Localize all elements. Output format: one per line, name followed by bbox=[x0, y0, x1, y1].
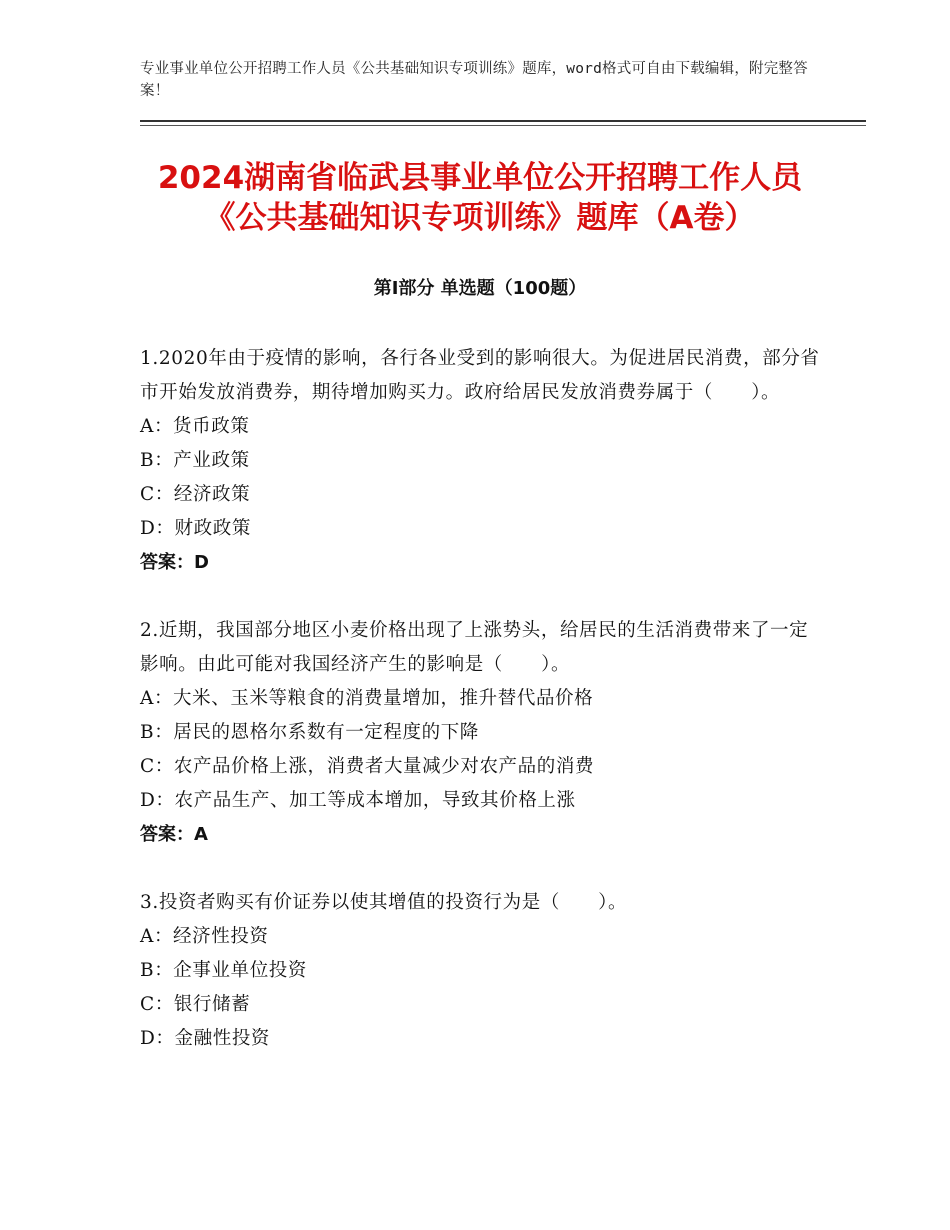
section-heading: 第Ⅰ部分 单选题（100题） bbox=[373, 278, 587, 299]
question-stem: 2.近期，我国部分地区小麦价格出现了上涨势头，给居民的生活消费带来了一定影响。由此可能对我国经济产生的影响是（ ）。 bbox=[140, 620, 809, 675]
option-c: C：农产品价格上涨，消费者大量减少对农产品的消费 bbox=[140, 756, 595, 777]
question-stem: 3.投资者购买有价证券以使其增值的投资行为是（ ）。 bbox=[140, 892, 628, 913]
question-item bbox=[140, 886, 820, 1056]
option-a: A：大米、玉米等粮食的消费量增加，推升替代品价格 bbox=[140, 688, 594, 709]
option-d: D：金融性投资 bbox=[140, 1028, 271, 1049]
question-item bbox=[140, 614, 820, 852]
answer-line: 答案：A bbox=[140, 824, 208, 845]
question-item bbox=[140, 342, 820, 580]
option-d: D：农产品生产、加工等成本增加，导致其价格上涨 bbox=[140, 790, 576, 811]
answer-line: 答案：D bbox=[140, 552, 209, 573]
question-list bbox=[140, 342, 820, 1090]
document-title: 2024湖南省临武县事业单位公开招聘工作人员《公共基础知识专项训练》题库（A卷） bbox=[157, 160, 803, 236]
option-c: C：银行储蓄 bbox=[140, 994, 251, 1015]
option-a: A：货币政策 bbox=[140, 416, 250, 437]
option-b: B：企事业单位投资 bbox=[140, 960, 307, 981]
option-d: D：财政政策 bbox=[140, 518, 251, 539]
question-stem: 1.2020年由于疫情的影响，各行各业受到的影响很大。为促进居民消费，部分省市开始发放消费券，期待增加购买力。政府给居民发放消费券属于（ ）。 bbox=[140, 348, 820, 403]
header-divider-thick bbox=[140, 120, 866, 122]
option-c: C：经济政策 bbox=[140, 484, 251, 505]
header-note: 专业事业单位公开招聘工作人员《公共基础知识专项训练》题库，word格式可自由下载编辑，附完整答案！ bbox=[140, 61, 808, 99]
header-divider-thin bbox=[140, 125, 866, 126]
option-b: B：产业政策 bbox=[140, 450, 250, 471]
option-b: B：居民的恩格尔系数有一定程度的下降 bbox=[140, 722, 479, 743]
option-a: A：经济性投资 bbox=[140, 926, 269, 947]
